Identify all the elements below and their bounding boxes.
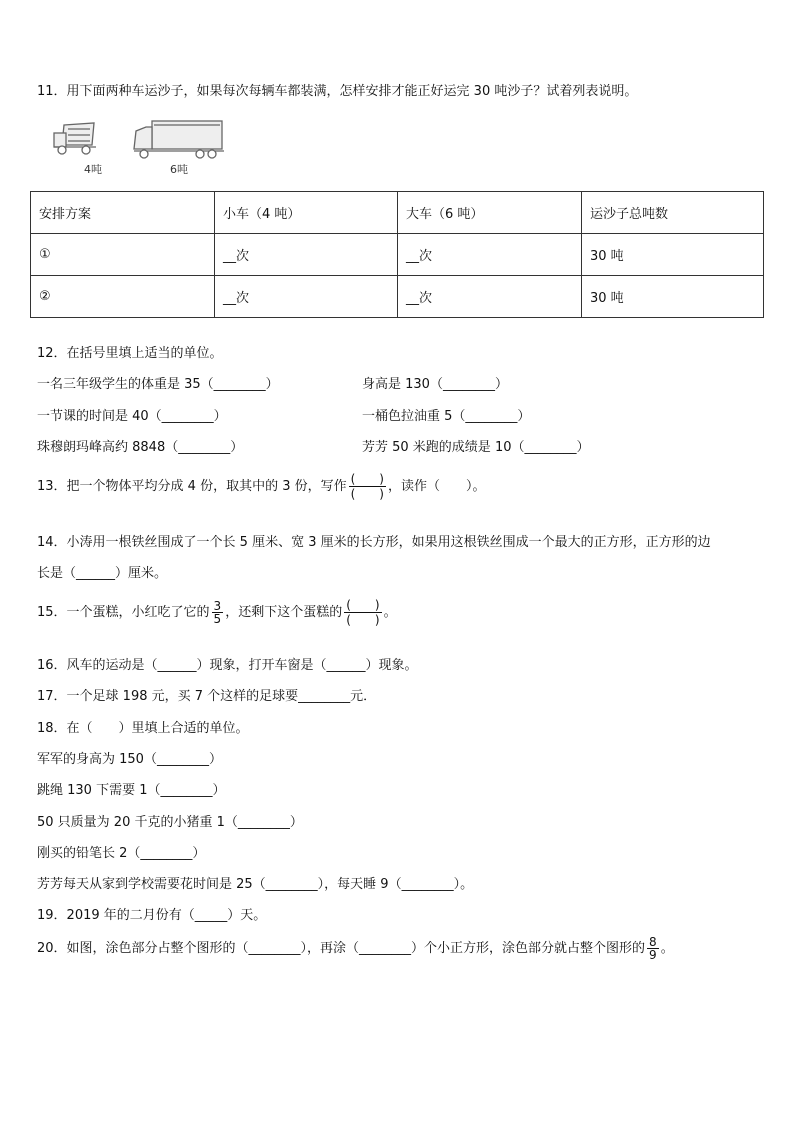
table-header-cell: 小车（4 吨）	[215, 192, 398, 234]
q15-fraction	[212, 600, 224, 625]
fraction-numerator: ( )	[350, 472, 384, 486]
q20-text-after: 。	[660, 941, 674, 956]
q15-line	[37, 598, 397, 627]
q12-title: 12．在括号里填上适当的单位。	[37, 346, 223, 361]
q11-text: 11．用下面两种车运沙子，如果每次每辆车都装满，怎样安排才能正好运完 30 吨沙子？试着列表说明。	[37, 84, 638, 99]
fraction-denominator: ( )	[350, 487, 384, 501]
q13-fraction-blank[interactable]	[349, 472, 386, 501]
q15-text-before: 15．一个蛋糕，小红吃了它的	[37, 605, 210, 620]
table-row	[31, 276, 764, 318]
small-truck-label: 4吨	[84, 163, 102, 176]
q12-item: 一桶色拉油重 5（________）	[362, 409, 531, 424]
q18-title: 18．在（ ）里填上合适的单位。	[37, 721, 249, 736]
q14-line1: 14．小涛用一根铁丝围成了一个长 5 厘米、宽 3 厘米的长方形，如果用这根铁丝围成一个最大的正方形，正方形的边	[37, 535, 711, 550]
big-truck-icon	[134, 121, 224, 158]
q18-item: 芳芳每天从家到学校需要花时间是 25（________），每天睡 9（________）。	[37, 877, 474, 892]
q17-text: 17．一个足球 198 元，买 7 个这样的足球要________元．	[37, 689, 377, 704]
table-header-row	[31, 192, 764, 234]
fraction-numerator: 8	[649, 935, 657, 949]
table-row	[31, 234, 764, 276]
q12-item: 珠穆朗玛峰高约 8848（________）	[37, 440, 244, 455]
q13-text-after: ，读作（ ）。	[388, 479, 486, 494]
q12-item: 芳芳 50 米跑的成绩是 10（________）	[362, 440, 590, 455]
q20-fraction	[647, 936, 659, 961]
q13-line	[37, 472, 486, 501]
q20-line	[37, 936, 674, 961]
table-cell[interactable]: __次	[215, 234, 398, 276]
table-cell: ①	[31, 234, 215, 276]
q13-text-before: 13．把一个物体平均分成 4 份，取其中的 3 份，写作	[37, 479, 347, 494]
table-cell[interactable]: __次	[398, 234, 582, 276]
small-truck-icon	[54, 123, 96, 154]
q18-item: 跳绳 130 下需要 1（________）	[37, 783, 226, 798]
fraction-numerator: ( )	[346, 598, 380, 612]
q18-item: 刚买的铅笔长 2（________）	[37, 846, 206, 861]
q19-text: 19．2019 年的二月份有（_____）天。	[37, 908, 267, 923]
q18-item: 军军的身高为 150（________）	[37, 752, 222, 767]
q15-fraction-blank[interactable]	[344, 598, 381, 627]
table-cell[interactable]: __次	[215, 276, 398, 318]
q12-item: 身高是 130（________）	[362, 377, 508, 392]
q15-text-middle: ，还剩下这个蛋糕的	[225, 605, 343, 620]
table-header-cell: 安排方案	[31, 192, 215, 234]
q18-item: 50 只质量为 20 千克的小猪重 1（________）	[37, 815, 303, 830]
q16-text: 16．风车的运动是（______）现象，打开车窗是（______）现象。	[37, 658, 418, 673]
fraction-denominator: 5	[213, 612, 222, 626]
q12-item: 一节课的时间是 40（________）	[37, 409, 227, 424]
q20-text-before: 20．如图，涂色部分占整个图形的（________），再涂（________）个小正方形，涂色部分就占整个图形的	[37, 941, 646, 956]
big-truck-label: 6吨	[170, 163, 188, 176]
table-header-cell: 运沙子总吨数	[582, 192, 764, 234]
table-cell: 30 吨	[582, 234, 764, 276]
table-cell[interactable]: __次	[398, 276, 582, 318]
truck-illustration	[50, 115, 230, 177]
q12-item: 一名三年级学生的体重是 35（________）	[37, 377, 279, 392]
q14-line2: 长是（______）厘米。	[37, 566, 168, 581]
plan-table	[30, 191, 764, 318]
table-cell: ②	[31, 276, 215, 318]
fraction-denominator: ( )	[346, 613, 380, 627]
table-cell: 30 吨	[582, 276, 764, 318]
q15-text-after: 。	[383, 605, 397, 620]
fraction-denominator: 9	[649, 948, 657, 962]
table-header-cell: 大车（6 吨）	[398, 192, 582, 234]
fraction-numerator: 3	[213, 599, 222, 613]
